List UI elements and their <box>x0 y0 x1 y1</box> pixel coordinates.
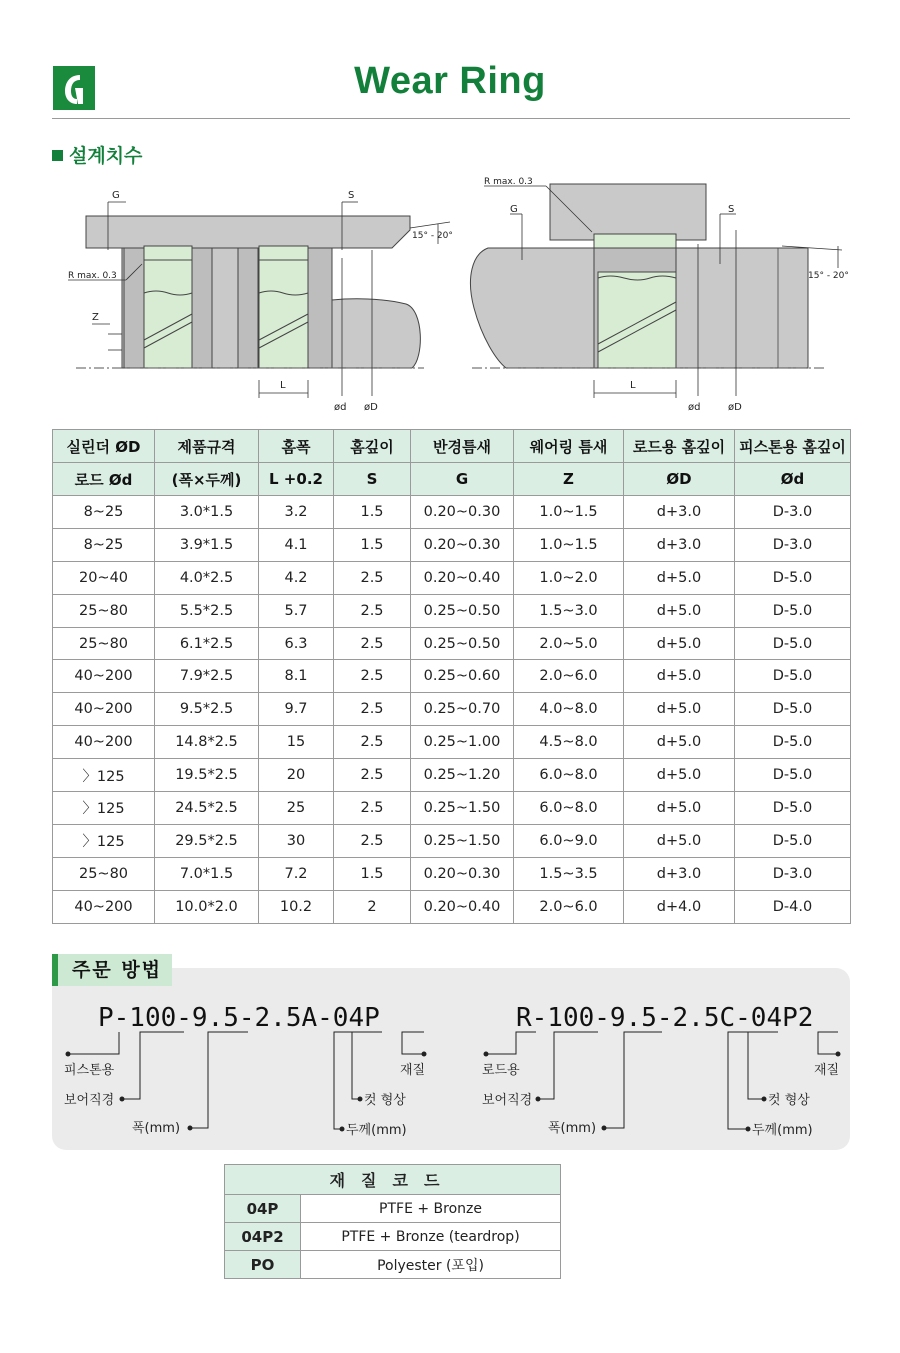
section-title <box>52 141 142 168</box>
dimension-table <box>52 429 851 924</box>
section-title-label: 설계치수 <box>69 145 143 167</box>
table-cell: 4.1 <box>259 528 334 561</box>
material-description: PTFE + Bronze <box>301 1195 561 1223</box>
material-row <box>225 1223 561 1251</box>
table-cell: 40~200 <box>53 726 155 759</box>
table-cell: D-3.0 <box>735 857 851 890</box>
table-cell: 20 <box>259 759 334 792</box>
table-cell: D-5.0 <box>735 627 851 660</box>
table-row <box>53 693 851 726</box>
table-cell: 29.5*2.5 <box>155 824 259 857</box>
table-cell: D-5.0 <box>735 792 851 825</box>
table-cell: 0.25~1.50 <box>411 824 514 857</box>
table-row <box>53 726 851 759</box>
material-row <box>225 1195 561 1223</box>
table-cell: D-3.0 <box>735 496 851 529</box>
table-cell: 1.0~1.5 <box>514 528 624 561</box>
material-code-table <box>224 1164 561 1279</box>
table-cell: 9.5*2.5 <box>155 693 259 726</box>
table-cell: 6.0~8.0 <box>514 792 624 825</box>
left-housing <box>86 216 410 248</box>
table-cell: 7.9*2.5 <box>155 660 259 693</box>
table-cell: D-5.0 <box>735 594 851 627</box>
table-cell: D-5.0 <box>735 561 851 594</box>
table-cell: 0.25~0.50 <box>411 594 514 627</box>
material-description: Polyester (포입) <box>301 1251 561 1279</box>
table-row <box>53 792 851 825</box>
table-cell: 24.5*2.5 <box>155 792 259 825</box>
piston-label-cut: 컷 형상 <box>364 1093 406 1108</box>
table-row <box>53 561 851 594</box>
table-cell: 3.0*1.5 <box>155 496 259 529</box>
table-cell: 4.5~8.0 <box>514 726 624 759</box>
table-cell: D-5.0 <box>735 726 851 759</box>
dimension-table-body <box>53 496 851 924</box>
table-row <box>53 627 851 660</box>
table-subheader-cell: (폭×두께) <box>155 463 259 496</box>
table-header-cell: 피스톤용 홈깊이 <box>735 430 851 463</box>
rod-label-width: 폭(mm) <box>548 1121 597 1136</box>
piston-label-bore: 보어직경 <box>64 1093 115 1108</box>
table-cell: 2.5 <box>334 824 411 857</box>
table-header-cell: 홈폭 <box>259 430 334 463</box>
rod-label-type: 로드용 <box>482 1063 520 1078</box>
wear-ring-drawing <box>52 168 850 424</box>
table-cell: 2.5 <box>334 627 411 660</box>
left-dim-z: Z <box>92 312 99 323</box>
table-row <box>53 496 851 529</box>
table-row <box>53 528 851 561</box>
table-cell: 3.9*1.5 <box>155 528 259 561</box>
rod-label-cut: 컷 형상 <box>768 1093 810 1108</box>
table-cell: 〉125 <box>53 759 155 792</box>
order-leader-lines <box>68 1032 838 1129</box>
table-row <box>53 890 851 923</box>
table-header-cell: 웨어링 틈새 <box>514 430 624 463</box>
table-cell: 25~80 <box>53 594 155 627</box>
square-bullet-icon <box>52 150 63 161</box>
table-cell: 8~25 <box>53 528 155 561</box>
table-cell: 2.0~6.0 <box>514 660 624 693</box>
right-wear-ring-top <box>594 234 676 248</box>
right-dim-od-big: øD <box>728 402 742 413</box>
table-cell: 0.25~0.60 <box>411 660 514 693</box>
right-dim-od-small: ød <box>688 402 701 413</box>
table-cell: 10.0*2.0 <box>155 890 259 923</box>
table-cell: D-5.0 <box>735 824 851 857</box>
table-cell: 1.5~3.0 <box>514 594 624 627</box>
table-cell: D-5.0 <box>735 660 851 693</box>
table-cell: 〉125 <box>53 792 155 825</box>
table-cell: D-5.0 <box>735 693 851 726</box>
table-cell: 4.0*2.5 <box>155 561 259 594</box>
table-cell: 2.5 <box>334 726 411 759</box>
table-cell: 20~40 <box>53 561 155 594</box>
table-cell: d+5.0 <box>624 660 735 693</box>
table-cell: 2.5 <box>334 561 411 594</box>
table-cell: 0.25~0.70 <box>411 693 514 726</box>
right-section-view <box>470 177 848 413</box>
rod-label-material: 재질 <box>814 1063 840 1078</box>
table-cell: 2.5 <box>334 759 411 792</box>
table-cell: 4.0~8.0 <box>514 693 624 726</box>
table-cell: 0.20~0.30 <box>411 528 514 561</box>
material-code: 04P <box>225 1195 301 1223</box>
material-row <box>225 1251 561 1279</box>
table-cell: 2.0~5.0 <box>514 627 624 660</box>
right-dim-s: S <box>728 204 735 215</box>
piston-label-material: 재질 <box>400 1063 426 1078</box>
table-subheader-cell: S <box>334 463 411 496</box>
right-angle: 15° - 20° <box>808 271 849 281</box>
title-divider <box>52 118 850 119</box>
table-cell: d+5.0 <box>624 627 735 660</box>
table-subheader-cell: ØD <box>624 463 735 496</box>
table-header-cell: 로드용 홈깊이 <box>624 430 735 463</box>
table-cell: 1.5 <box>334 496 411 529</box>
table-header-cell: 반경틈새 <box>411 430 514 463</box>
table-cell: d+3.0 <box>624 496 735 529</box>
table-cell: d+5.0 <box>624 561 735 594</box>
table-cell: 7.2 <box>259 857 334 890</box>
table-cell: 25~80 <box>53 857 155 890</box>
table-cell: 2.5 <box>334 693 411 726</box>
table-header-cell: 제품규격 <box>155 430 259 463</box>
table-cell: 40~200 <box>53 693 155 726</box>
piston-label-thickness: 두께(mm) <box>346 1123 407 1138</box>
material-description: PTFE + Bronze (teardrop) <box>301 1223 561 1251</box>
table-cell: 8~25 <box>53 496 155 529</box>
left-r-max: R max. 0.3 <box>68 271 117 281</box>
table-subheader-cell: G <box>411 463 514 496</box>
table-subheader-cell: 로드 Ød <box>53 463 155 496</box>
table-cell: 1.0~2.0 <box>514 561 624 594</box>
table-cell: 6.0~8.0 <box>514 759 624 792</box>
rod-order-code: R-100-9.5-2.5C-04P2 <box>516 1003 814 1033</box>
order-code-diagram <box>52 968 850 1150</box>
table-cell: d+5.0 <box>624 824 735 857</box>
table-cell: 5.5*2.5 <box>155 594 259 627</box>
table-cell: 〉125 <box>53 824 155 857</box>
table-subheader-cell: Ød <box>735 463 851 496</box>
table-subheader-cell: Z <box>514 463 624 496</box>
table-cell: D-3.0 <box>735 528 851 561</box>
table-row <box>53 824 851 857</box>
piston-order-code: P-100-9.5-2.5A-04P <box>98 1003 380 1033</box>
left-dim-g: G <box>112 190 120 201</box>
table-cell: d+5.0 <box>624 759 735 792</box>
table-cell: 2.5 <box>334 792 411 825</box>
table-cell: 30 <box>259 824 334 857</box>
table-cell: d+3.0 <box>624 857 735 890</box>
table-cell: 9.7 <box>259 693 334 726</box>
right-rod <box>550 184 706 240</box>
table-cell: 8.1 <box>259 660 334 693</box>
table-row <box>53 857 851 890</box>
left-dim-od-big: øD <box>364 402 378 413</box>
left-wear-ring-1 <box>144 246 192 368</box>
table-cell: 1.5~3.5 <box>514 857 624 890</box>
left-angle: 15° - 20° <box>412 231 453 241</box>
table-cell: 14.8*2.5 <box>155 726 259 759</box>
table-cell: 1.5 <box>334 528 411 561</box>
left-dim-od-small: ød <box>334 402 347 413</box>
page-title: Wear Ring <box>354 60 546 102</box>
order-leader-dots <box>66 1052 841 1132</box>
table-cell: 25 <box>259 792 334 825</box>
material-code: PO <box>225 1251 301 1279</box>
table-row <box>53 594 851 627</box>
left-dim-s: S <box>348 190 355 201</box>
table-cell: 2.0~6.0 <box>514 890 624 923</box>
table-cell: d+5.0 <box>624 594 735 627</box>
table-cell: 19.5*2.5 <box>155 759 259 792</box>
table-cell: 6.0~9.0 <box>514 824 624 857</box>
table-cell: D-4.0 <box>735 890 851 923</box>
right-r-max: R max. 0.3 <box>484 177 533 187</box>
order-method-title: 주문 방법 <box>72 959 163 981</box>
table-cell: 1.5 <box>334 857 411 890</box>
table-cell: D-5.0 <box>735 759 851 792</box>
table-cell: d+4.0 <box>624 890 735 923</box>
material-code: 04P2 <box>225 1223 301 1251</box>
rod-label-thickness: 두께(mm) <box>752 1123 813 1138</box>
left-section-view <box>68 190 453 413</box>
material-code-title: 재질코드 <box>225 1165 561 1195</box>
table-row <box>53 759 851 792</box>
dimension-table-header <box>53 430 851 496</box>
table-cell: 0.25~1.00 <box>411 726 514 759</box>
table-header-cell: 홈깊이 <box>334 430 411 463</box>
right-dim-l: L <box>630 380 636 391</box>
table-cell: 3.2 <box>259 496 334 529</box>
piston-label-width: 폭(mm) <box>132 1121 181 1136</box>
table-cell: 4.2 <box>259 561 334 594</box>
rod-label-bore: 보어직경 <box>482 1093 533 1108</box>
table-cell: 0.20~0.30 <box>411 496 514 529</box>
table-subheader-cell: L +0.2 <box>259 463 334 496</box>
table-cell: d+3.0 <box>624 528 735 561</box>
table-cell: 6.1*2.5 <box>155 627 259 660</box>
table-cell: 0.20~0.30 <box>411 857 514 890</box>
table-cell: d+5.0 <box>624 726 735 759</box>
table-cell: d+5.0 <box>624 792 735 825</box>
table-cell: 25~80 <box>53 627 155 660</box>
table-cell: 2.5 <box>334 594 411 627</box>
table-cell: 2 <box>334 890 411 923</box>
left-wear-ring-2 <box>259 246 308 368</box>
table-cell: 7.0*1.5 <box>155 857 259 890</box>
left-dim-l: L <box>280 380 286 391</box>
table-cell: 40~200 <box>53 660 155 693</box>
table-cell: 0.20~0.40 <box>411 890 514 923</box>
table-cell: 10.2 <box>259 890 334 923</box>
table-cell: 0.25~0.50 <box>411 627 514 660</box>
table-header-cell: 실린더 ØD <box>53 430 155 463</box>
table-cell: d+5.0 <box>624 693 735 726</box>
table-cell: 6.3 <box>259 627 334 660</box>
table-cell: 15 <box>259 726 334 759</box>
right-wear-ring <box>598 272 676 368</box>
table-cell: 1.0~1.5 <box>514 496 624 529</box>
table-cell: 5.7 <box>259 594 334 627</box>
table-row <box>53 660 851 693</box>
table-cell: 0.20~0.40 <box>411 561 514 594</box>
right-dim-g: G <box>510 204 518 215</box>
piston-label-type: 피스톤용 <box>64 1063 115 1078</box>
table-cell: 0.25~1.20 <box>411 759 514 792</box>
table-cell: 40~200 <box>53 890 155 923</box>
table-cell: 0.25~1.50 <box>411 792 514 825</box>
table-cell: 2.5 <box>334 660 411 693</box>
